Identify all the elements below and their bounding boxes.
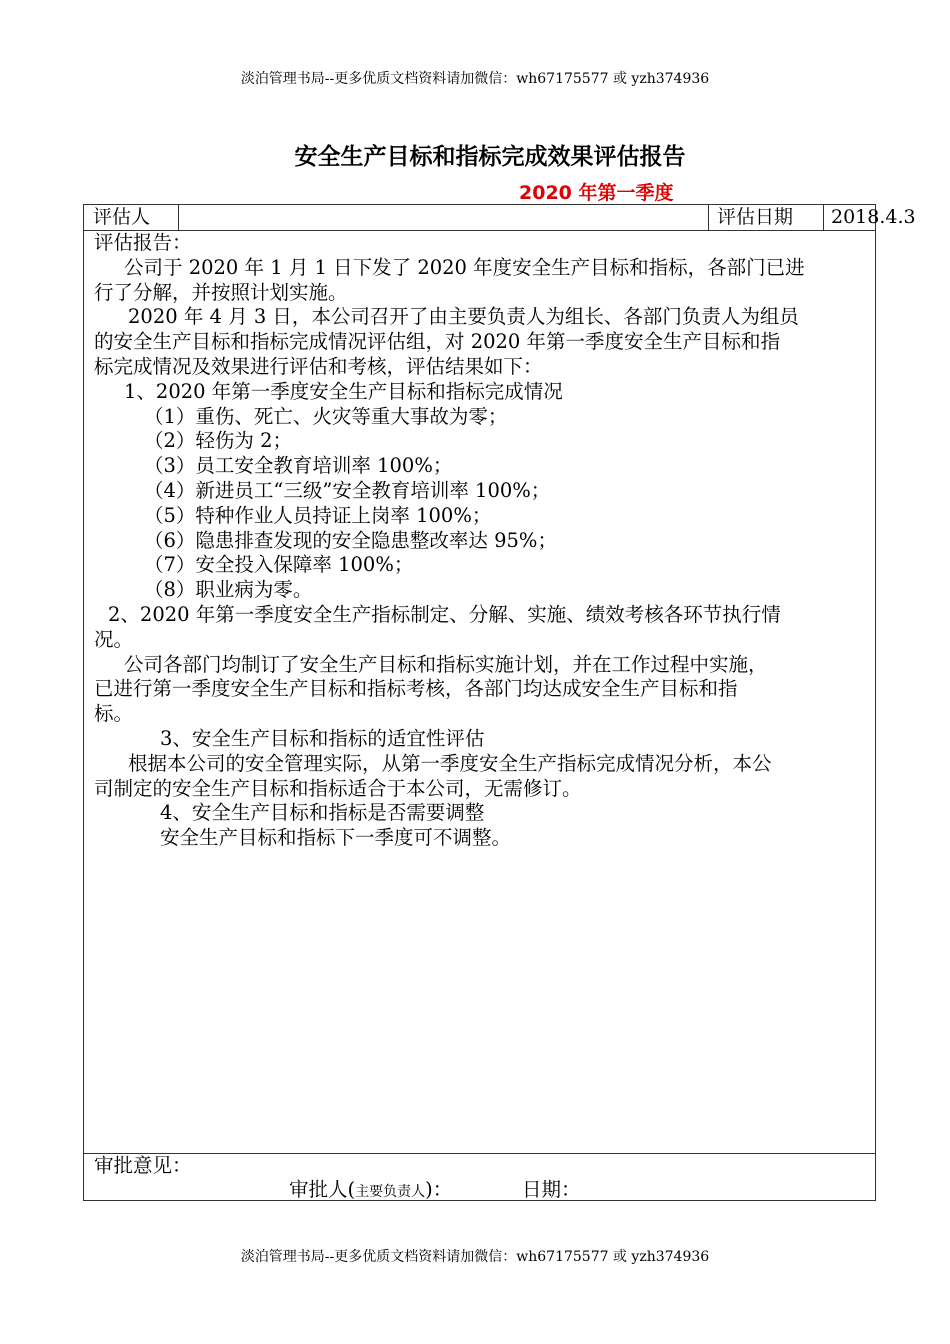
report-line: 已进行第一季度安全生产目标和指标考核，各部门均达成安全生产目标和指: [94, 677, 738, 701]
report-line: 标完成情况及效果进行评估和考核，评估结果如下：: [94, 355, 543, 378]
report-body: [84, 230, 875, 1154]
report-line: 公司各部门均制订了安全生产目标和指标实施计划，并在工作过程中实施，: [124, 652, 768, 676]
document-subtitle: 2020 年第一季度: [519, 182, 674, 204]
report-line: （6）隐患排查发现的安全隐患整改率达 95%；: [144, 528, 557, 552]
report-line: 公司于 2020 年 1 月 1 日下发了 2020 年度安全生产目标和指标，各部门已进: [124, 255, 805, 279]
approver-close: )：: [425, 1178, 453, 1201]
report-line: （8）职业病为零。: [144, 578, 313, 602]
header-watermark: 淡泊管理书局--更多优质文档资料请加微信：wh67175577 或 yzh374936: [240, 71, 710, 87]
report-line: 评估报告：: [94, 231, 192, 254]
report-line: 1、2020 年第一季度安全生产目标和指标完成情况: [124, 379, 563, 403]
report-table: [83, 204, 916, 1201]
approval-date-label: 日期：: [522, 1178, 581, 1201]
report-line: 行了分解，并按照计划实施。: [94, 280, 348, 304]
document-title: 安全生产目标和指标完成效果评估报告: [294, 144, 686, 170]
report-line: （5）特种作业人员持证上岗率 100%；: [144, 503, 492, 527]
report-line: 司制定的安全生产目标和指标适合于本公司，无需修订。: [94, 776, 582, 800]
report-line: （1）重伤、死亡、火灾等重大事故为零；: [144, 404, 508, 428]
approval-section: [84, 1153, 875, 1201]
report-line: 2020 年 4 月 3 日，本公司召开了由主要负责人为组长、各部门负责人为组员: [128, 305, 799, 329]
report-line: 况。: [94, 627, 134, 651]
header-row: [84, 205, 916, 231]
approval-opinion-label: 审批意见：: [94, 1154, 192, 1177]
report-line: 的安全生产目标和指标完成情况评估组，对 2020 年第一季度安全生产目标和指: [94, 330, 781, 354]
date-value: 2018.4.3: [831, 206, 916, 228]
report-line: （4）新进员工“三级”安全教育培训率 100%；: [144, 479, 551, 502]
report-line: 2、2020 年第一季度安全生产指标制定、分解、实施、绩效考核各环节执行情: [108, 603, 781, 626]
approver-line: [289, 1177, 452, 1205]
report-line: 标。: [94, 702, 134, 726]
approver-label: 审批人(: [289, 1178, 356, 1201]
report-line: （3）员工安全教育培训率 100%；: [144, 454, 453, 478]
footer-watermark: 淡泊管理书局--更多优质文档资料请加微信：wh67175577 或 yzh374936: [240, 1249, 710, 1265]
report-line: 安全生产目标和指标下一季度可不调整。: [160, 826, 512, 850]
report-line: （2）轻伤为 2；: [144, 429, 293, 453]
assessor-value: [179, 205, 709, 230]
approver-note: 主要负责人: [355, 1184, 426, 1200]
report-line: 根据本公司的安全管理实际，从第一季度安全生产指标完成情况分析，本公: [128, 751, 772, 775]
assessor-label: 评估人: [84, 205, 179, 230]
date-label: 评估日期: [709, 205, 824, 230]
report-line: （7）安全投入保障率 100%；: [144, 553, 414, 577]
report-line: 4、安全生产目标和指标是否需要调整: [160, 801, 485, 825]
report-line: 3、安全生产目标和指标的适宜性评估: [160, 727, 485, 750]
